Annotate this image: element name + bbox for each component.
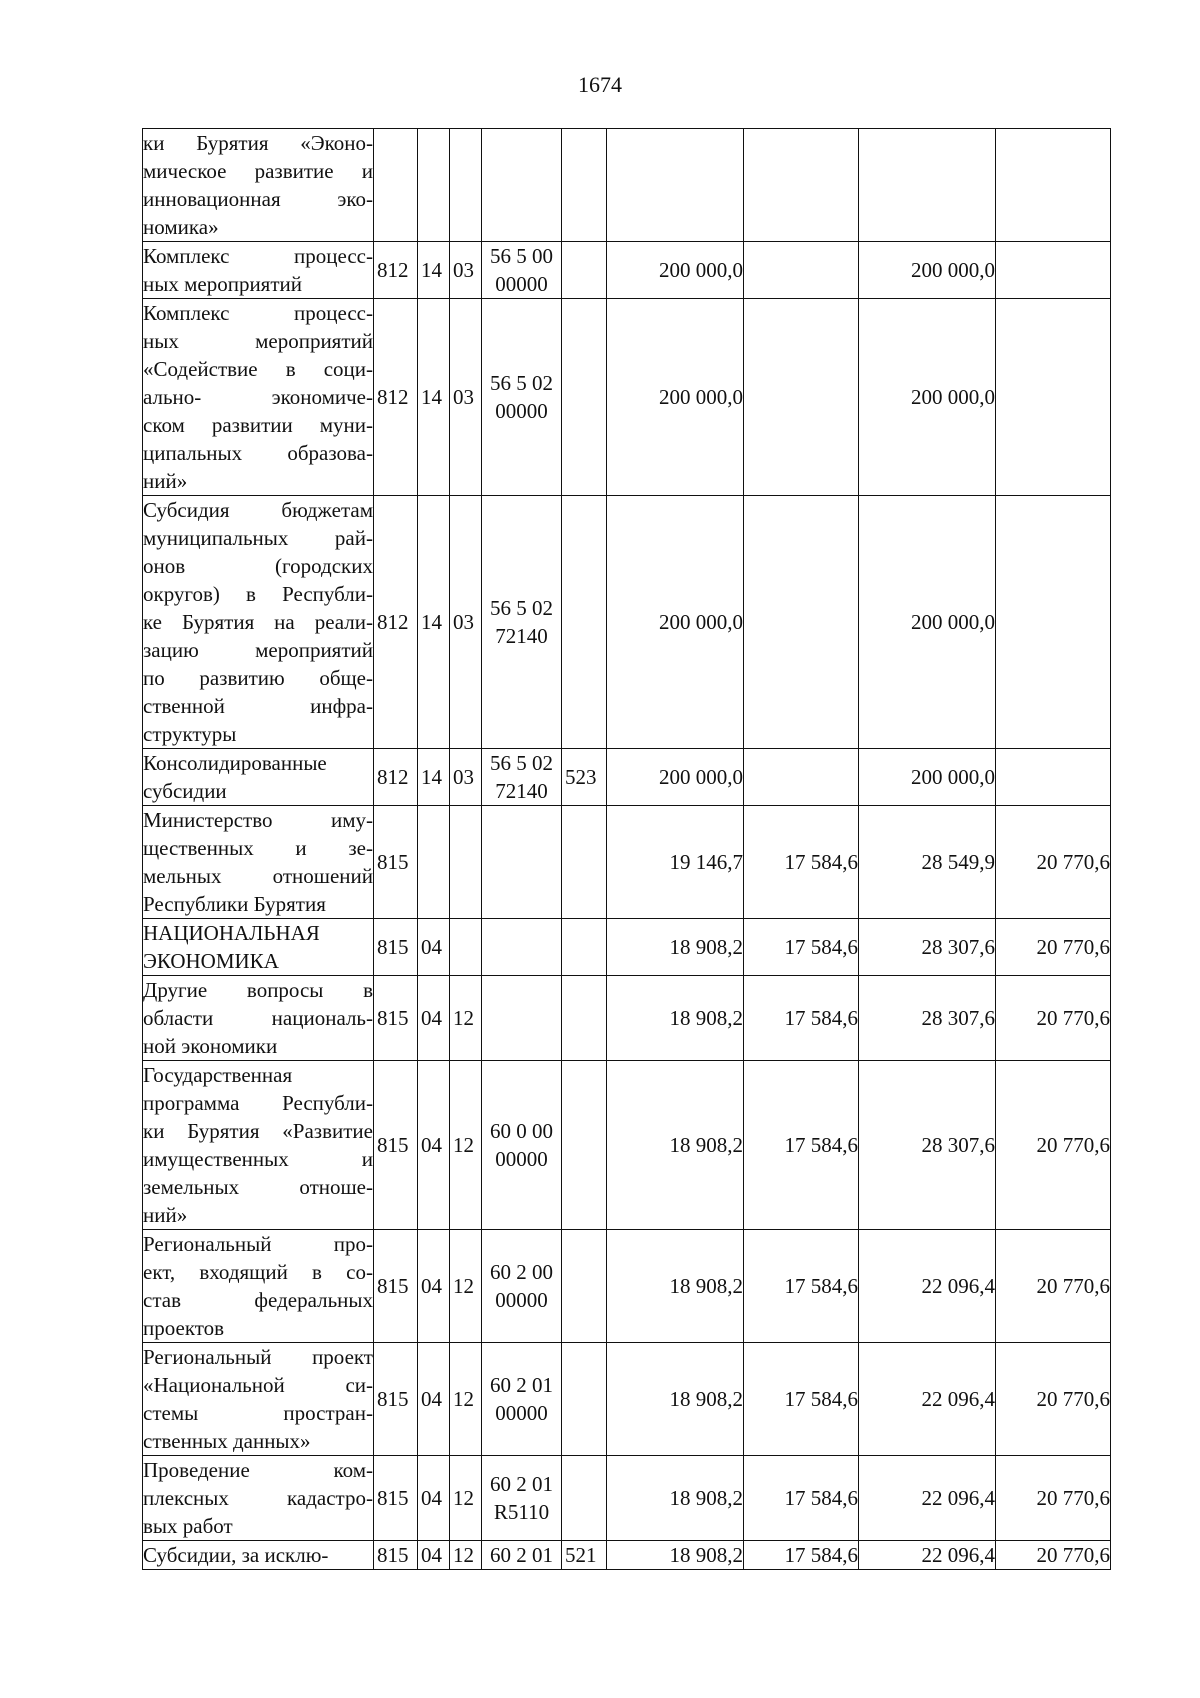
row-name-cell — [143, 919, 374, 976]
amount-cell-4: 20 770,6 — [996, 919, 1111, 976]
row-name-cell — [143, 1230, 374, 1343]
row-name-line: Другие вопросы в — [143, 978, 373, 1002]
target-article-cell — [482, 1230, 562, 1343]
row-name-line: ект, входящий в со- — [143, 1260, 373, 1284]
amount-cell-4: 20 770,6 — [996, 1343, 1111, 1456]
ministry-code-cell — [374, 129, 418, 242]
subsection-code-cell: 12 — [450, 1061, 482, 1230]
amount-cell-3: 28 307,6 — [859, 919, 996, 976]
amount-cell-4: 20 770,6 — [996, 1061, 1111, 1230]
row-name-line: ний» — [143, 469, 188, 493]
expense-type-cell — [562, 919, 607, 976]
table-row — [143, 1230, 1111, 1343]
target-article-cell — [482, 806, 562, 919]
expense-type-cell — [562, 1456, 607, 1541]
row-name-line: Консолидированные — [143, 751, 327, 775]
row-name-line: НАЦИОНАЛЬНАЯ — [143, 921, 320, 945]
row-name-line: ке Бурятия на реали- — [143, 610, 373, 634]
amount-cell-4: 20 770,6 — [996, 806, 1111, 919]
amount-cell-1: 18 908,2 — [607, 1456, 744, 1541]
amount-cell-2 — [744, 299, 859, 496]
row-name-cell — [143, 129, 374, 242]
section-code-cell — [418, 806, 450, 919]
target-article-cell — [482, 299, 562, 496]
row-name-line: Республики Бурятия — [143, 892, 326, 916]
row-name-line: Региональный проект — [143, 1345, 373, 1369]
section-code-cell: 04 — [418, 1541, 450, 1570]
row-name-line: онов (городских — [143, 554, 373, 578]
amount-cell-2: 17 584,6 — [744, 1541, 859, 1570]
amount-cell-1: 200 000,0 — [607, 242, 744, 299]
subsection-code-cell: 12 — [450, 1456, 482, 1541]
target-article-line: 60 2 01 — [490, 1543, 553, 1567]
amount-cell-1: 200 000,0 — [607, 496, 744, 749]
target-article-line: 72140 — [495, 779, 548, 803]
subsection-code-cell — [450, 919, 482, 976]
section-code-cell: 14 — [418, 242, 450, 299]
amount-cell-2 — [744, 749, 859, 806]
section-code-cell: 04 — [418, 1230, 450, 1343]
table-row — [143, 1343, 1111, 1456]
amount-cell-2: 17 584,6 — [744, 1061, 859, 1230]
row-name-cell — [143, 1061, 374, 1230]
amount-cell-4 — [996, 129, 1111, 242]
expense-type-cell — [562, 976, 607, 1061]
row-name-line: Субсидия бюджетам — [143, 498, 373, 522]
row-name-line: ально- экономиче- — [143, 385, 373, 409]
target-article-line: 56 5 02 — [490, 751, 553, 775]
subsection-code-cell: 12 — [450, 976, 482, 1061]
table-row — [143, 129, 1111, 242]
amount-cell-4: 20 770,6 — [996, 1541, 1111, 1570]
amount-cell-1: 18 908,2 — [607, 1061, 744, 1230]
amount-cell-2: 17 584,6 — [744, 1456, 859, 1541]
subsection-code-cell: 12 — [450, 1343, 482, 1456]
amount-cell-3: 22 096,4 — [859, 1456, 996, 1541]
target-article-cell — [482, 749, 562, 806]
amount-cell-1: 18 908,2 — [607, 976, 744, 1061]
amount-cell-1: 200 000,0 — [607, 749, 744, 806]
subsection-code-cell: 03 — [450, 242, 482, 299]
row-name-line: «Национальной си- — [143, 1373, 373, 1397]
amount-cell-4 — [996, 299, 1111, 496]
row-name-line: ной экономики — [143, 1034, 278, 1058]
ministry-code-cell: 815 — [374, 976, 418, 1061]
amount-cell-2: 17 584,6 — [744, 919, 859, 976]
target-article-line: 60 2 01 — [490, 1373, 553, 1397]
target-article-line: 00000 — [495, 399, 548, 423]
expense-type-cell — [562, 299, 607, 496]
amount-cell-1: 18 908,2 — [607, 1230, 744, 1343]
amount-cell-3: 200 000,0 — [859, 749, 996, 806]
row-name-cell — [143, 749, 374, 806]
amount-cell-1: 19 146,7 — [607, 806, 744, 919]
page-number: 1674 — [578, 72, 622, 97]
row-name-line: Министерство иму- — [143, 808, 373, 832]
subsection-code-cell — [450, 806, 482, 919]
ministry-code-cell: 812 — [374, 242, 418, 299]
target-article-cell — [482, 242, 562, 299]
row-name-line: ЭКОНОМИКА — [143, 949, 279, 973]
row-name-cell — [143, 976, 374, 1061]
amount-cell-1: 200 000,0 — [607, 299, 744, 496]
row-name-line: ных мероприятий — [143, 272, 302, 296]
row-name-line: ных мероприятий — [143, 329, 373, 353]
table-row — [143, 1456, 1111, 1541]
target-article-line: 56 5 00 — [490, 244, 553, 268]
expense-type-cell — [562, 1343, 607, 1456]
row-name-line: ципальных образова- — [143, 441, 373, 465]
target-article-cell — [482, 976, 562, 1061]
amount-cell-3: 200 000,0 — [859, 242, 996, 299]
amount-cell-1: 18 908,2 — [607, 1343, 744, 1456]
row-name-line: ственной инфра- — [143, 694, 373, 718]
row-name-line: ний» — [143, 1203, 188, 1227]
target-article-line: 56 5 02 — [490, 371, 553, 395]
row-name-line: субсидии — [143, 779, 227, 803]
table-row — [143, 299, 1111, 496]
target-article-line: R5110 — [493, 1500, 550, 1524]
row-name-line: имущественных и — [143, 1147, 373, 1171]
amount-cell-3: 28 549,9 — [859, 806, 996, 919]
budget-table — [142, 128, 1111, 1570]
row-name-cell — [143, 242, 374, 299]
table-row — [143, 806, 1111, 919]
target-article-line: 00000 — [495, 1147, 548, 1171]
amount-cell-2: 17 584,6 — [744, 976, 859, 1061]
amount-cell-4 — [996, 749, 1111, 806]
expense-type-cell — [562, 242, 607, 299]
subsection-code-cell — [450, 129, 482, 242]
section-code-cell: 14 — [418, 496, 450, 749]
row-name-line: Проведение ком- — [143, 1458, 373, 1482]
ministry-code-cell: 815 — [374, 1541, 418, 1570]
row-name-line: номика» — [143, 215, 219, 239]
table-row — [143, 919, 1111, 976]
target-article-line: 56 5 02 — [490, 596, 553, 620]
table-row — [143, 1541, 1111, 1570]
ministry-code-cell: 815 — [374, 1230, 418, 1343]
row-name-line: структуры — [143, 722, 237, 746]
row-name-line: Комплекс процесс- — [143, 301, 373, 325]
row-name-line: области националь- — [143, 1006, 373, 1030]
subsection-code-cell: 12 — [450, 1541, 482, 1570]
amount-cell-2 — [744, 129, 859, 242]
row-name-cell — [143, 496, 374, 749]
target-article-cell — [482, 1343, 562, 1456]
table-row — [143, 242, 1111, 299]
target-article-line: 00000 — [495, 1288, 548, 1312]
target-article-cell — [482, 1061, 562, 1230]
expense-type-cell — [562, 129, 607, 242]
row-name-line: инновационная эко- — [143, 187, 373, 211]
expense-type-cell — [562, 1230, 607, 1343]
row-name-line: «Содействие в соци- — [143, 357, 373, 381]
target-article-cell — [482, 129, 562, 242]
row-name-line: ственных данных» — [143, 1429, 311, 1453]
section-code-cell: 04 — [418, 1343, 450, 1456]
row-name-line: зацию мероприятий — [143, 638, 373, 662]
table-row — [143, 749, 1111, 806]
amount-cell-4: 20 770,6 — [996, 1230, 1111, 1343]
ministry-code-cell: 815 — [374, 1061, 418, 1230]
section-code-cell: 04 — [418, 1456, 450, 1541]
expense-type-cell: 521 — [562, 1541, 607, 1570]
target-article-cell — [482, 496, 562, 749]
row-name-line: вых работ — [143, 1514, 233, 1538]
target-article-cell — [482, 1541, 562, 1570]
row-name-line: плексных кадастро- — [143, 1486, 373, 1510]
target-article-cell — [482, 919, 562, 976]
row-name-line: щественных и зе- — [143, 836, 373, 860]
amount-cell-3: 200 000,0 — [859, 299, 996, 496]
row-name-line: мельных отношений — [143, 864, 373, 888]
expense-type-cell — [562, 1061, 607, 1230]
section-code-cell: 04 — [418, 1061, 450, 1230]
row-name-line: проектов — [143, 1316, 225, 1340]
row-name-cell — [143, 1456, 374, 1541]
amount-cell-1: 18 908,2 — [607, 1541, 744, 1570]
amount-cell-3: 22 096,4 — [859, 1343, 996, 1456]
amount-cell-4: 20 770,6 — [996, 976, 1111, 1061]
row-name-line: земельных отноше- — [143, 1175, 373, 1199]
ministry-code-cell: 815 — [374, 806, 418, 919]
row-name-line: Региональный про- — [143, 1232, 373, 1256]
amount-cell-1 — [607, 129, 744, 242]
amount-cell-2: 17 584,6 — [744, 1343, 859, 1456]
amount-cell-1: 18 908,2 — [607, 919, 744, 976]
row-name-cell — [143, 299, 374, 496]
target-article-cell — [482, 1456, 562, 1541]
section-code-cell: 14 — [418, 749, 450, 806]
subsection-code-cell: 03 — [450, 496, 482, 749]
row-name-line: ки Бурятия «Развитие — [143, 1119, 373, 1143]
row-name-cell — [143, 1343, 374, 1456]
amount-cell-3: 22 096,4 — [859, 1541, 996, 1570]
section-code-cell: 04 — [418, 976, 450, 1061]
row-name-line: Государственная — [143, 1063, 293, 1087]
target-article-line: 72140 — [495, 624, 548, 648]
row-name-line: ском развитии муни- — [143, 413, 373, 437]
ministry-code-cell: 812 — [374, 496, 418, 749]
amount-cell-2 — [744, 496, 859, 749]
subsection-code-cell: 03 — [450, 299, 482, 496]
amount-cell-2 — [744, 242, 859, 299]
amount-cell-4 — [996, 242, 1111, 299]
expense-type-cell: 523 — [562, 749, 607, 806]
amount-cell-3: 22 096,4 — [859, 1230, 996, 1343]
target-article-line: 60 2 00 — [490, 1260, 553, 1284]
ministry-code-cell: 815 — [374, 1343, 418, 1456]
table-row — [143, 976, 1111, 1061]
ministry-code-cell: 812 — [374, 299, 418, 496]
subsection-code-cell: 12 — [450, 1230, 482, 1343]
amount-cell-2: 17 584,6 — [744, 806, 859, 919]
row-name-line: по развитию обще- — [143, 666, 373, 690]
amount-cell-3: 28 307,6 — [859, 1061, 996, 1230]
row-name-line: стемы простран- — [143, 1401, 373, 1425]
amount-cell-2: 17 584,6 — [744, 1230, 859, 1343]
target-article-line: 60 2 01 — [490, 1472, 553, 1496]
section-code-cell: 04 — [418, 919, 450, 976]
section-code-cell — [418, 129, 450, 242]
amount-cell-3: 200 000,0 — [859, 496, 996, 749]
row-name-line: ки Бурятия «Эконо- — [143, 131, 373, 155]
row-name-cell — [143, 806, 374, 919]
row-name-line: округов) в Республи- — [143, 582, 373, 606]
ministry-code-cell: 815 — [374, 1456, 418, 1541]
target-article-line: 60 0 00 — [490, 1119, 553, 1143]
amount-cell-3 — [859, 129, 996, 242]
expense-type-cell — [562, 806, 607, 919]
expense-type-cell — [562, 496, 607, 749]
table-row — [143, 496, 1111, 749]
table-row — [143, 1061, 1111, 1230]
row-name-cell — [143, 1541, 374, 1570]
ministry-code-cell: 812 — [374, 749, 418, 806]
section-code-cell: 14 — [418, 299, 450, 496]
row-name-line: программа Республи- — [143, 1091, 373, 1115]
row-name-line: мическое развитие и — [143, 159, 373, 183]
row-name-line: Комплекс процесс- — [143, 244, 373, 268]
subsection-code-cell: 03 — [450, 749, 482, 806]
target-article-line: 00000 — [495, 272, 548, 296]
ministry-code-cell: 815 — [374, 919, 418, 976]
row-name-line: Субсидии, за исклю- — [143, 1543, 329, 1567]
amount-cell-4 — [996, 496, 1111, 749]
row-name-line: муниципальных рай- — [143, 526, 373, 550]
amount-cell-4: 20 770,6 — [996, 1456, 1111, 1541]
row-name-line: став федеральных — [143, 1288, 373, 1312]
amount-cell-3: 28 307,6 — [859, 976, 996, 1061]
target-article-line: 00000 — [495, 1401, 548, 1425]
